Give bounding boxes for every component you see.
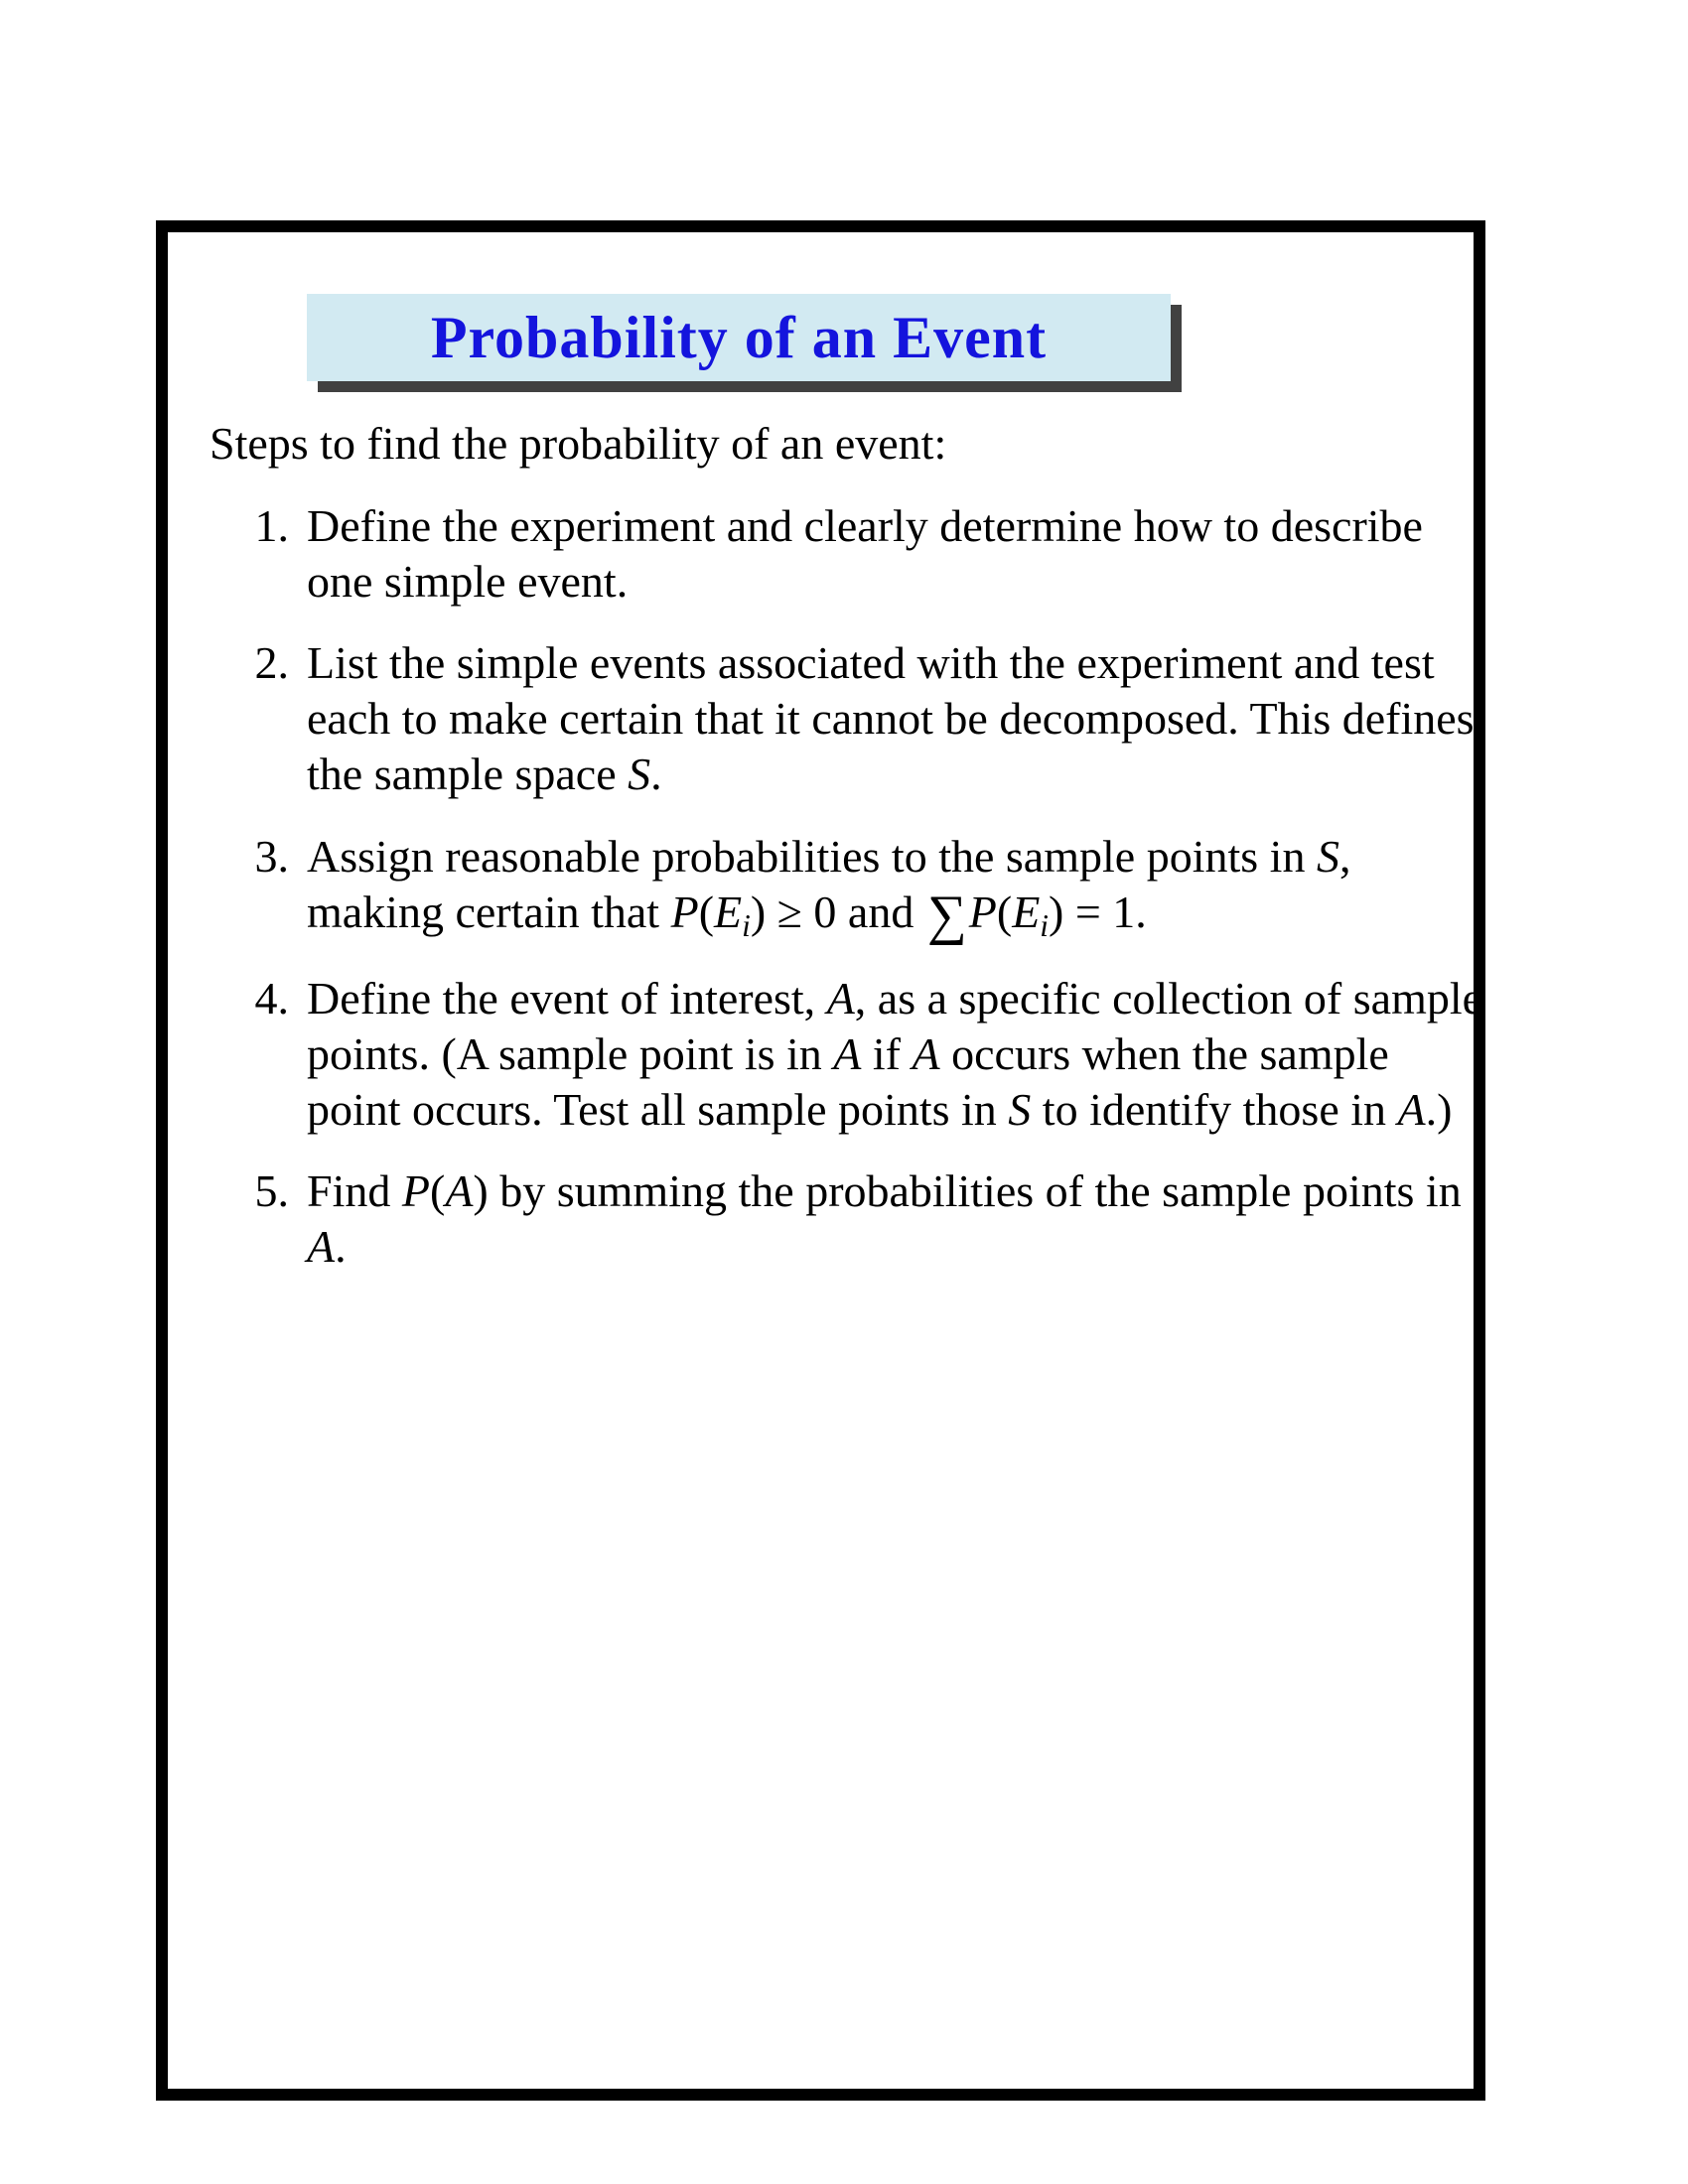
step-5-math-a-2: A: [307, 1221, 336, 1272]
slide-title-block: [307, 294, 1171, 381]
step-5-open-paren: (: [429, 1164, 446, 1216]
step-4-seg-1: Define the event of interest,: [307, 972, 827, 1024]
step-5-math-a-1: A: [445, 1164, 474, 1216]
formula-open-1: (: [698, 886, 715, 937]
step-4-seg-3: , as a specific collection of sample points. (A sample point is in: [307, 972, 1483, 1079]
formula-ge: ≥ 0: [766, 886, 848, 937]
list-item: [307, 971, 1493, 1138]
slide-frame: [156, 220, 1485, 2101]
step-5-seg-6: by summing the probabilities of the sample points in: [488, 1164, 1462, 1216]
formula-p-2: P: [968, 886, 997, 937]
list-item: [307, 829, 1493, 945]
formula-subscript-2: i: [1040, 907, 1049, 943]
step-3-formula: [670, 884, 1147, 946]
slide-content: [168, 232, 1483, 2089]
step-2-text-a: List the simple events associated with the experiment and test each to make certain that it cannot be decomposed. This defines the sample space: [307, 637, 1475, 800]
formula-p-1: P: [670, 886, 699, 937]
step-1-text: Define the experiment and clearly determine how to describe one simple event.: [307, 500, 1423, 608]
step-2-text-b: .: [650, 749, 662, 800]
step-4-math-a-1: A: [826, 972, 855, 1024]
step-4-math-a-4: A: [1397, 1083, 1426, 1135]
formula-e-2: E: [1012, 886, 1041, 937]
formula-open-2: (: [996, 886, 1013, 937]
step-4-math-a-3: A: [912, 1027, 940, 1079]
title-banner: [307, 294, 1171, 381]
step-5-seg-8: .: [335, 1221, 347, 1272]
intro-text: Steps to find the probability of an event:: [210, 418, 947, 469]
step-4-math-a-2: A: [833, 1027, 862, 1079]
list-item: [307, 635, 1493, 802]
step-4-seg-7: occurs when the sample point occurs. Test all sample points in: [307, 1027, 1389, 1135]
formula-equals-one: = 1.: [1063, 886, 1147, 937]
step-3-text-b: , making certain that: [307, 830, 1351, 937]
page-title: Probability of an Event: [430, 305, 1048, 370]
step-3-math-s: S: [1316, 830, 1339, 882]
list-item: [307, 1163, 1493, 1275]
step-4-seg-5: if: [861, 1027, 913, 1079]
formula-e-1: E: [714, 886, 743, 937]
step-5-seg-1: Find: [307, 1164, 402, 1216]
step-4-math-s: S: [1008, 1083, 1032, 1135]
formula-close-2: ): [1048, 886, 1064, 937]
formula-close-1: ): [750, 886, 767, 937]
step-4-seg-9: to identify those in: [1031, 1083, 1398, 1135]
steps-list: [229, 498, 1493, 1300]
list-item: [307, 498, 1493, 610]
step-4-seg-11: .): [1425, 1083, 1453, 1135]
step-5-math-p: P: [401, 1164, 430, 1216]
summation-icon: ∑: [926, 884, 967, 946]
step-2-math-s: S: [628, 749, 651, 800]
step-5-close-paren: ): [473, 1164, 489, 1216]
formula-subscript-1: i: [742, 907, 751, 943]
formula-and: and: [847, 886, 914, 937]
step-3-text-a: Assign reasonable probabilities to the sample points in: [307, 830, 1317, 882]
